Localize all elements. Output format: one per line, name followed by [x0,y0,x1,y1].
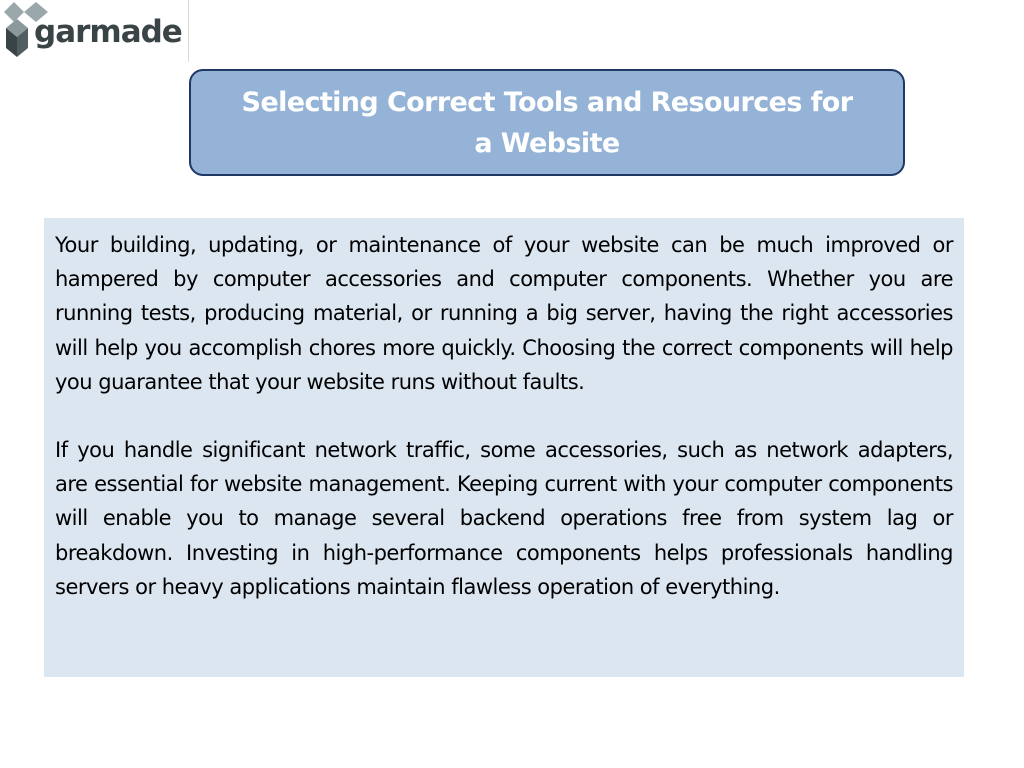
content-panel [44,218,964,677]
paragraph-2: If you handle significant network traffic, some accessories, such as network adapters, are essential for website management. Keeping current with your computer components will enable you to manage several backend operations free from system lag or breakdown. Investing in high-performance components helps professionals handling servers or heavy applications maintain flawless operation of everything. [55,438,953,599]
paragraph-1: Your building, updating, or maintenance of your website can be much improved or hampered by computer accessories and computer components. Whether you are running tests, producing material, or running a big server, having the right accessories will help you accomplish chores more quickly. Choosing the correct components will help you guarantee that your website runs without faults. [55,233,953,394]
page-title: Selecting Correct Tools and Resources for a Website [241,86,853,159]
title-banner [189,69,905,176]
logo-wordmark: garmade [34,14,182,50]
garmade-logo[interactable] [0,0,189,62]
